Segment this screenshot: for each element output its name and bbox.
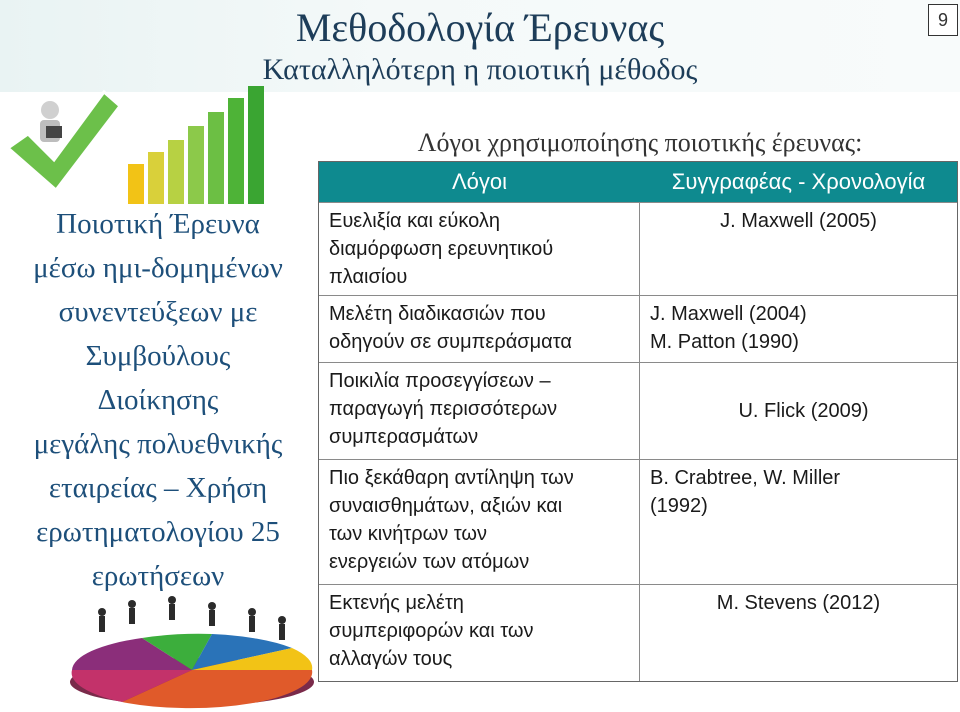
author-cell: J. Maxwell (2005) — [720, 210, 877, 232]
table-row — [319, 202, 957, 295]
table-row — [319, 584, 957, 681]
bar-chart-icon — [128, 86, 264, 204]
slide-subtitle: Καταλληλότερη η ποιοτική μέθοδος — [262, 53, 698, 86]
author-cell: J. Maxwell (2004) M. Patton (1990) — [650, 303, 807, 353]
slide-title: Μεθοδολογία Έρευνας — [295, 5, 665, 50]
people-icon — [98, 596, 286, 640]
reason-cell: Πιο ξεκάθαρη αντίληψη των συναισθημάτων, αξιών και των κινήτρων των ενεργειών των ατόμων — [319, 460, 640, 584]
page-number: 9 — [928, 4, 958, 36]
author-cell: B. Crabtree, W. Miller (1992) — [650, 467, 841, 517]
reason-cell: Ευελιξία και εύκολη διαμόρφωση ερευνητικού πλαισίου — [319, 203, 640, 295]
reason-cell: Εκτενής μελέτη συμπεριφορών και των αλλαγών τους — [319, 585, 640, 681]
checkmark-icon — [8, 92, 120, 190]
table-row — [319, 459, 957, 584]
reason-cell: Μελέτη διαδικασιών που οδηγούν σε συμπεράσματα — [319, 296, 640, 362]
growth-chart-checkmark-illustration — [2, 86, 292, 206]
author-cell: M. Stevens (2012) — [716, 592, 881, 614]
person-icon — [40, 101, 62, 142]
table-row — [319, 362, 957, 459]
pie-chart-people-illustration — [62, 590, 322, 710]
left-panel-text: Ποιοτική Έρευνα μέσω ημι-δομημένων συνεντεύξεων με Συμβούλους Διοίκησης μεγάλης πολυεθνικής εταιρείας – Χρήση ερωτηματολογίου 25 ερωτήσεων — [33, 208, 283, 592]
reason-cell: Ποικιλία προσεγγίσεων – παραγωγή περισσότερων συμπερασμάτων — [319, 363, 640, 459]
reasons-table — [318, 161, 958, 682]
author-cell: U. Flick (2009) — [738, 400, 869, 422]
column-header-reasons: Λόγοι — [451, 169, 508, 194]
reasons-heading: Λόγοι χρησιμοποίησης ποιοτικής έρευνας: — [417, 128, 863, 157]
column-header-author-year: Συγγραφέας - Χρονολογία — [671, 169, 926, 194]
table-row — [319, 295, 957, 362]
table-header — [319, 162, 957, 202]
